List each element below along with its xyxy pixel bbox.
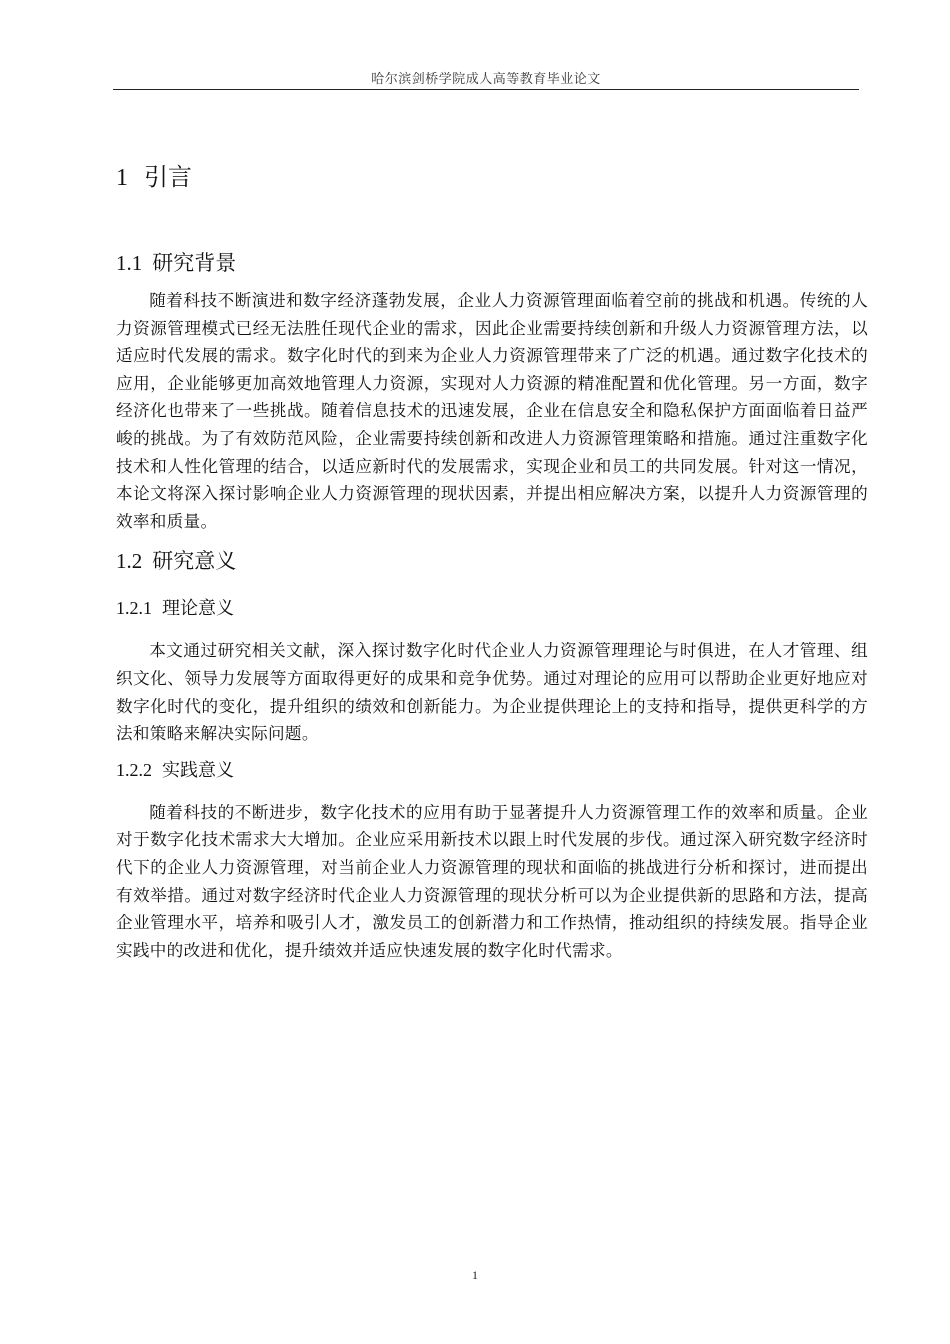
section-title: 研究意义	[152, 549, 237, 574]
chapter-title: 引言	[144, 163, 192, 191]
section-heading-1-2	[116, 546, 868, 576]
subsection-heading-1-2-1	[116, 594, 868, 623]
subsection-heading-1-2-2	[116, 756, 868, 785]
subsection-number: 1.2.1	[116, 598, 152, 619]
chapter-heading	[116, 160, 868, 195]
page-number: 1	[472, 1268, 478, 1282]
running-header: 哈尔滨剑桥学院成人高等教育毕业论文	[371, 72, 601, 87]
header-rule	[113, 89, 859, 90]
subsection-number: 1.2.2	[116, 759, 152, 780]
chapter-number: 1	[116, 165, 128, 191]
paragraph-theoretical-significance: 本文通过研究相关文献，深入探讨数字化时代企业人力资源管理理论与时俱进，在人才管理、组织文化、领导力发展等方面取得更好的成果和竞争优势。通过对理论的应用可以帮助企业更好地应对数字化时代的变化，提升组织的绩效和创新能力。为企业提供理论上的支持和指导，提供更科学的方法和策略来解决实际问题。	[116, 641, 868, 744]
page-content	[116, 160, 868, 964]
section-title: 研究背景	[152, 251, 237, 275]
subsection-title: 实践意义	[162, 759, 234, 781]
subsection-title: 理论意义	[162, 598, 234, 620]
section-heading-1-1	[116, 248, 868, 278]
paragraph-practical-significance: 随着科技的不断进步，数字化技术的应用有助于显著提升人力资源管理工作的效率和质量。企业对于数字化技术需求大大增加。企业应采用新技术以跟上时代发展的步伐。通过深入研究数字经济时代下的企业人力资源管理，对当前企业人力资源管理的现状和面临的挑战进行分析和探讨，进而提出有效举措。通过对数字经济时代企业人力资源管理的现状分析可以为企业提供新的思路和方法，提高企业管理水平，培养和吸引人才，激发员工的创新潜力和工作热情，推动组织的持续发展。指导企业实践中的改进和优化，提升绩效并适应快速发展的数字化时代需求。	[116, 802, 868, 960]
paragraph-research-background: 随着科技不断演进和数字经济蓬勃发展，企业人力资源管理面临着空前的挑战和机遇。传统的人力资源管理模式已经无法胜任现代企业的需求，因此企业需要持续创新和升级人力资源管理方法，以适应时代发展的需求。数字化时代的到来为企业人力资源管理带来了广泛的机遇。通过数字化技术的应用，企业能够更加高效地管理人力资源，实现对人力资源的精准配置和优化管理。另一方面，数字经济化也带来了一些挑战。随着信息技术的迅速发展，企业在信息安全和隐私保护方面面临着日益严峻的挑战。为了有效防范风险，企业需要持续创新和改进人力资源管理策略和措施。通过注重数字化技术和人性化管理的结合，以适应新时代的发展需求，实现企业和员工的共同发展。针对这一情况，本论文将深入探讨影响企业人力资源管理的现状因素，并提出相应解决方案，以提升人力资源管理的效率和质量。	[116, 291, 868, 531]
section-number: 1.1	[116, 251, 143, 275]
section-number: 1.2	[116, 549, 143, 574]
